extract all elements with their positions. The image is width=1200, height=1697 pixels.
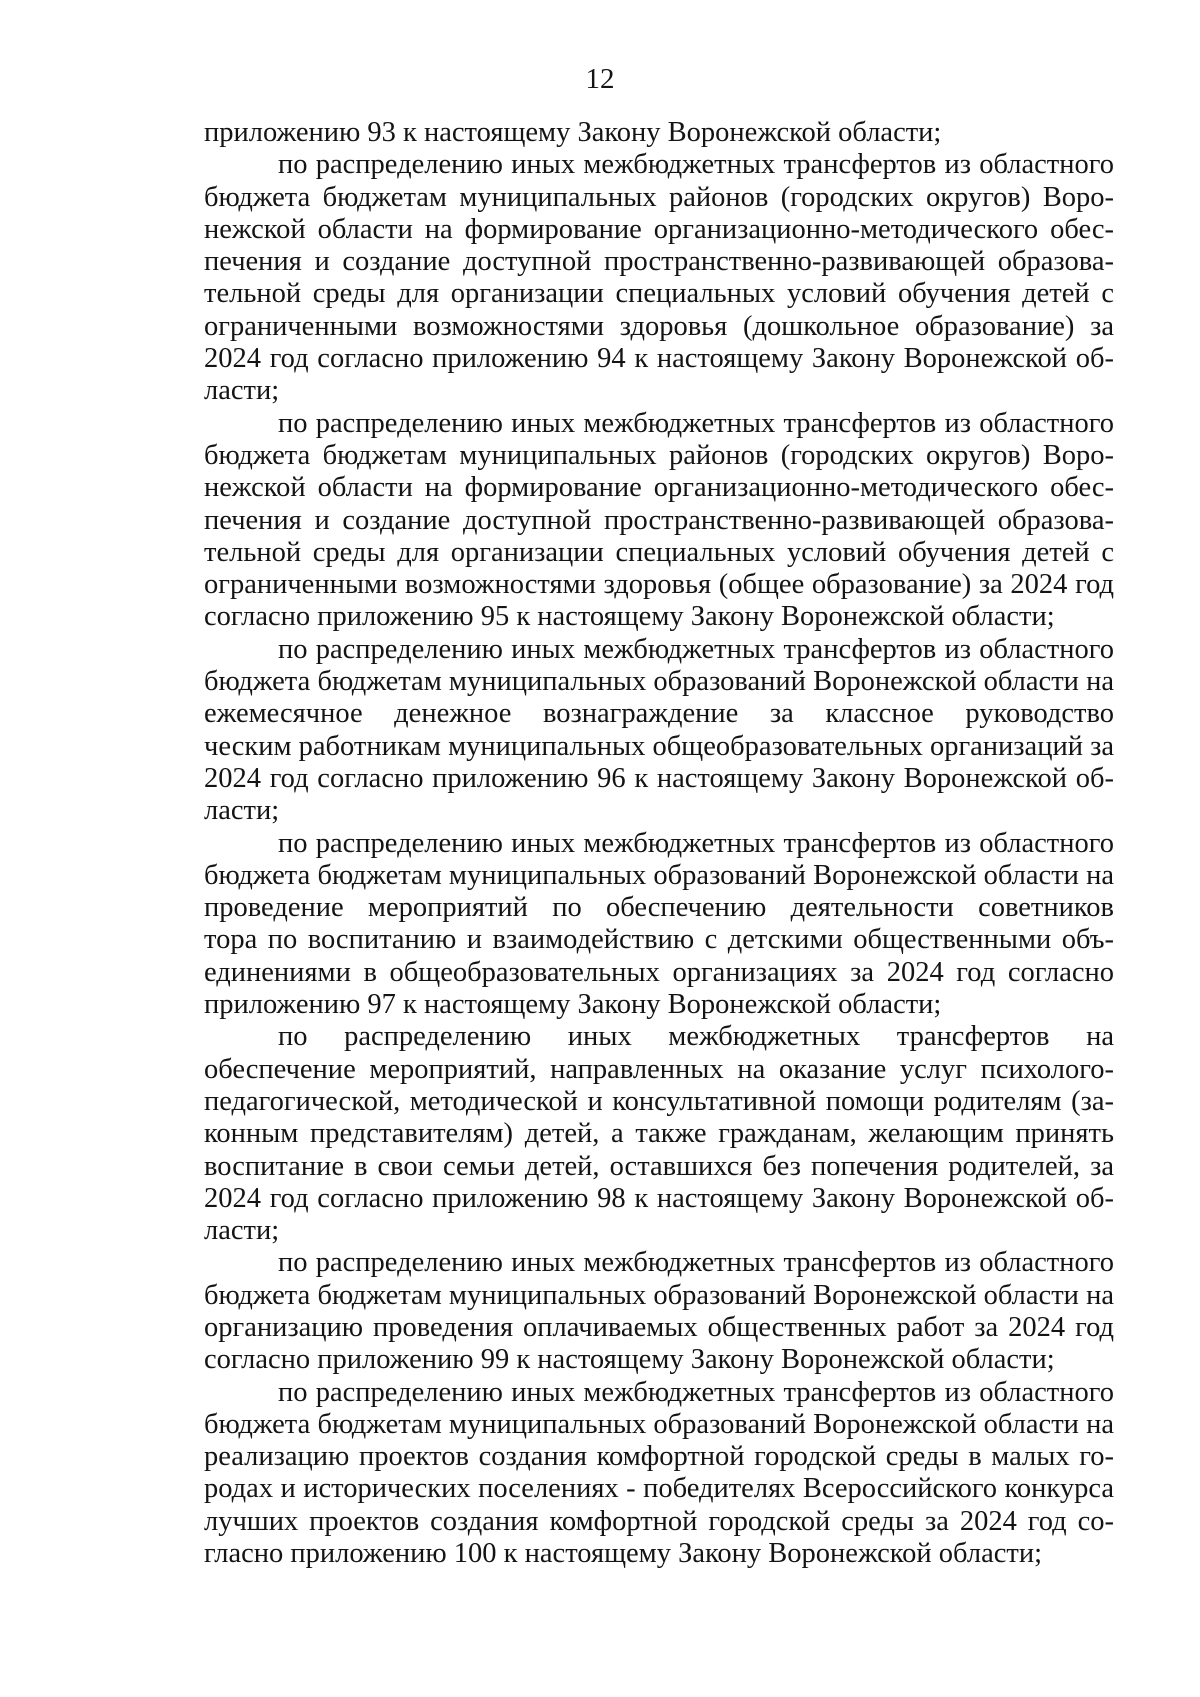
text-line: по распределению иных межбюджетных трансфертов из областного (278, 633, 1114, 665)
document-body (204, 117, 1114, 1570)
text-line: бюджета бюджетам муниципальных районов (городских округов) Воро- (204, 439, 1114, 471)
text-line: 2024 год согласно приложению 98 к настоящему Закону Воронежской об- (204, 1182, 1114, 1214)
text-line: приложению 97 к настоящему Закону Воронежской области; (204, 989, 942, 1021)
text-line: ограниченными возможностями здоровья (дошкольное образование) за (204, 310, 1114, 342)
text-line: бюджета бюджетам муниципальных образований Воронежской области на (204, 1279, 1114, 1311)
text-line: воспитание в свои семьи детей, оставшихся без попечения родителей, за (204, 1150, 1114, 1182)
text-line: согласно приложению 95 к настоящему Закону Воронежской области; (204, 601, 1055, 633)
text-line: ческим работникам муниципальных общеобразовательных организаций за (204, 730, 1114, 762)
text-line: бюджета бюджетам муниципальных образований Воронежской области на (204, 666, 1114, 698)
page-number: 12 (585, 63, 615, 95)
text-line: по распределению иных межбюджетных трансфертов на (278, 1021, 1114, 1053)
text-line: тельной среды для организации специальных условий обучения детей с (204, 278, 1114, 310)
text-line: единениями в общеобразовательных организациях за 2024 год согласно (204, 956, 1114, 988)
text-line: ежемесячное денежное вознаграждение за классное руководство (204, 698, 1114, 730)
text-line: ограниченными возможностями здоровья (общее образование) за 2024 год (204, 569, 1114, 601)
text-line: по распределению иных межбюджетных трансфертов из областного (278, 1376, 1114, 1408)
text-line: согласно приложению 99 к настоящему Закону Воронежской области; (204, 1344, 1055, 1376)
text-line: печения и создание доступной пространственно-развивающей образова- (204, 246, 1114, 278)
text-line: по распределению иных межбюджетных трансфертов из областного (278, 827, 1114, 859)
text-line: ласти; (204, 1215, 280, 1247)
text-line: бюджета бюджетам муниципальных образований Воронежской области на (204, 859, 1114, 891)
text-line: педагогической, методической и консультативной помощи родителям (за- (204, 1085, 1114, 1117)
text-line: ласти; (204, 795, 280, 827)
text-line: 2024 год согласно приложению 96 к настоящему Закону Воронежской об- (204, 762, 1114, 794)
text-line: нежской области на формирование организационно-методического обес- (204, 213, 1114, 245)
text-line: конным представителям) детей, а также гражданам, желающим принять (204, 1118, 1114, 1150)
text-line: нежской области на формирование организационно-методического обес- (204, 472, 1114, 504)
text-line: гласно приложению 100 к настоящему Закону Воронежской области; (204, 1538, 1042, 1570)
text-line: по распределению иных межбюджетных трансфертов из областного (278, 407, 1114, 439)
text-line: по распределению иных межбюджетных трансфертов из областного (278, 149, 1114, 181)
text-line: 2024 год согласно приложению 94 к настоящему Закону Воронежской об- (204, 343, 1114, 375)
text-line: по распределению иных межбюджетных трансфертов из областного (278, 1247, 1114, 1279)
text-line: приложению 93 к настоящему Закону Воронежской области; (204, 117, 942, 148)
text-line: печения и создание доступной пространственно-развивающей образова- (204, 504, 1114, 536)
text-line: бюджета бюджетам муниципальных образований Воронежской области на (204, 1408, 1114, 1440)
text-line: бюджета бюджетам муниципальных районов (городских округов) Воро- (204, 181, 1114, 213)
text-line: лучших проектов создания комфортной городской среды за 2024 год со- (204, 1505, 1114, 1537)
text-line: ласти; (204, 375, 280, 407)
text-line: проведение мероприятий по обеспечению деятельности советников (204, 892, 1114, 924)
text-line: родах и исторических поселениях - победителях Всероссийского конкурса (204, 1473, 1114, 1505)
text-line: реализацию проектов создания комфортной городской среды в малых го- (204, 1441, 1114, 1473)
text-line: организацию проведения оплачиваемых общественных работ за 2024 год (204, 1311, 1114, 1343)
text-line: тельной среды для организации специальных условий обучения детей с (204, 536, 1114, 568)
text-line: обеспечение мероприятий, направленных на оказание услуг психолого- (204, 1053, 1114, 1085)
text-line: тора по воспитанию и взаимодействию с детскими общественными объ- (204, 924, 1114, 956)
